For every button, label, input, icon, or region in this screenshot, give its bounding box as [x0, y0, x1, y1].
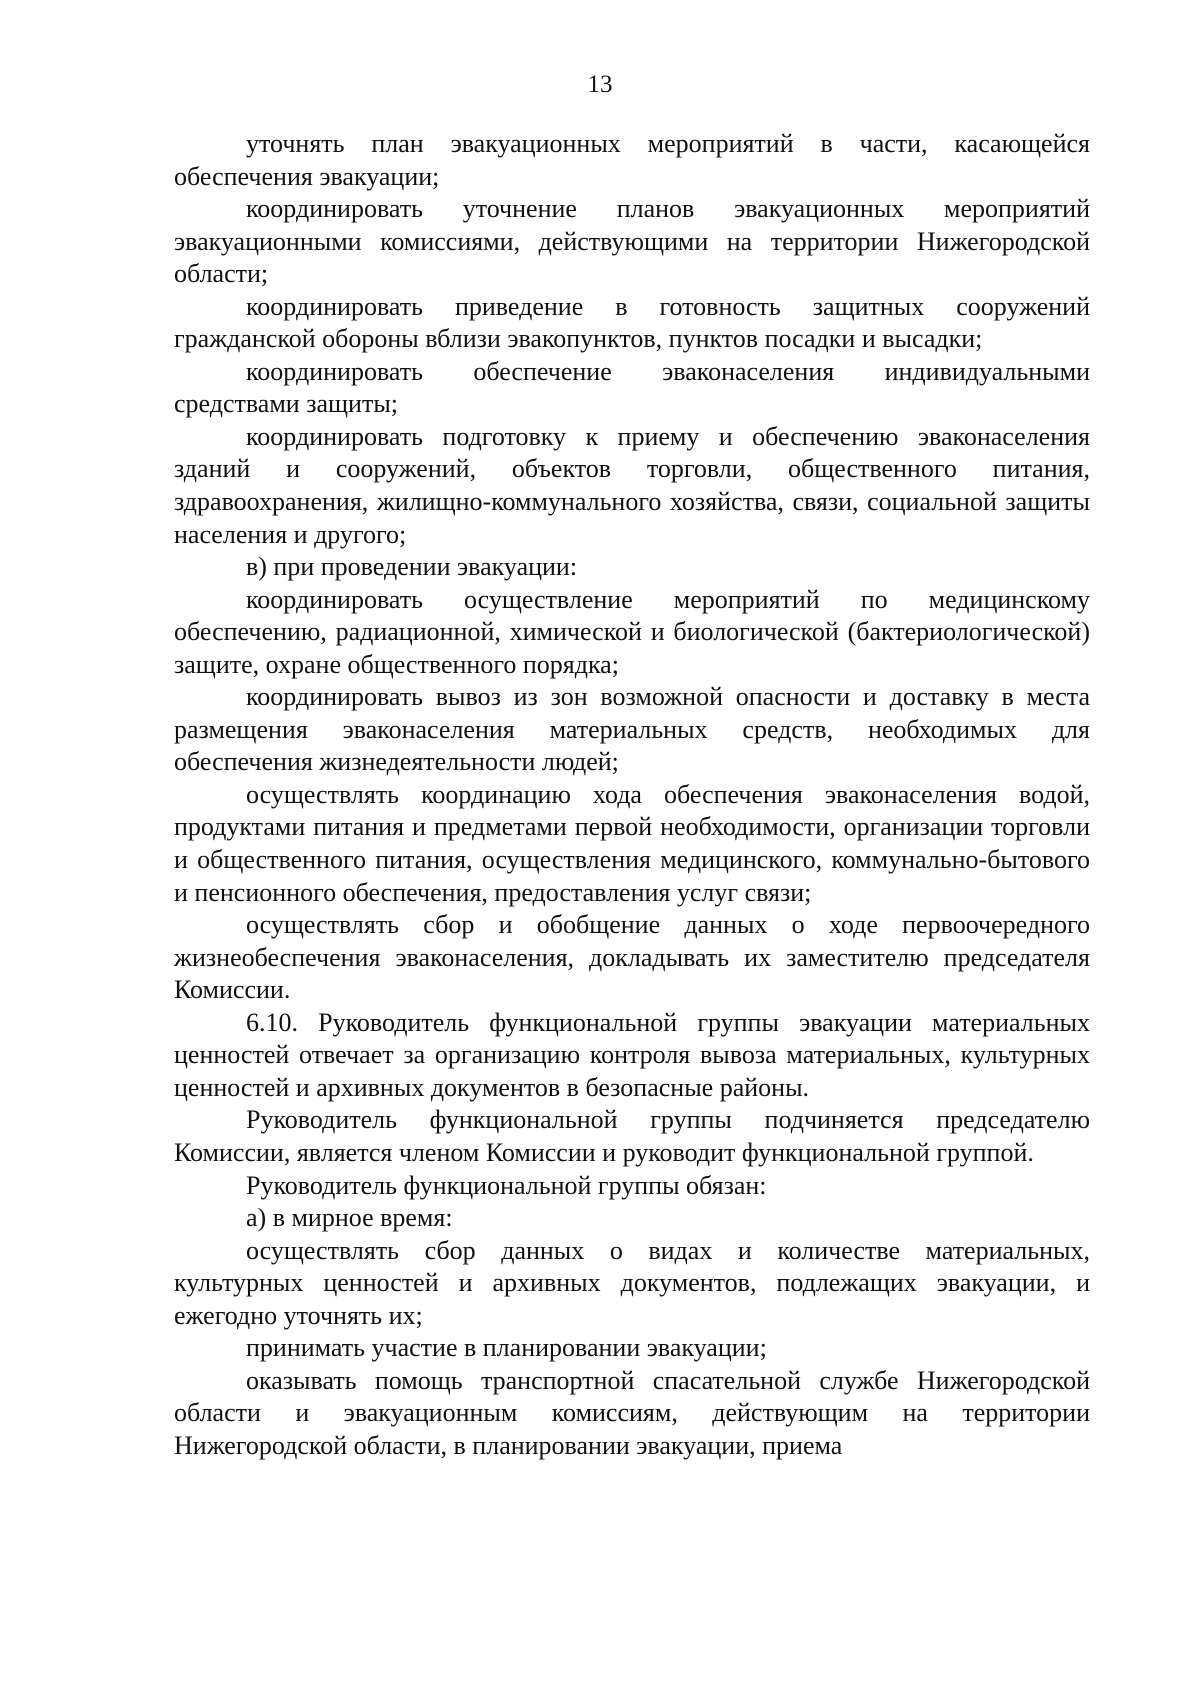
paragraph: координировать подготовку к приему и обеспечению эваконаселения зданий и сооружений, объектов торговли, общественного питания, здравоохранения, жилищно-коммунального хозяйства, связи, социальной защиты населения и другого;: [174, 421, 1090, 549]
paragraph: осуществлять сбор данных о видах и количестве материальных, культурных ценностей и архивных документов, подлежащих эвакуации, и ежегодно уточнять их;: [174, 1235, 1090, 1330]
paragraph: а) в мирное время:: [246, 1203, 453, 1233]
paragraph: Руководитель функциональной группы подчиняется председателю Комиссии, является членом Комиссии и руководит функциональной группой.: [174, 1105, 1090, 1167]
paragraph: координировать приведение в готовность защитных сооружений гражданской обороны вблизи эвакопунктов, пунктов посадки и высадки;: [174, 291, 1090, 354]
paragraph: координировать вывоз из зон возможной опасности и доставку в места размещения эваконаселения материальных средств, необходимых для обеспечения жизнедеятельности людей;: [174, 682, 1090, 777]
document-body: [174, 128, 1090, 1462]
page-number: 13: [587, 71, 613, 98]
paragraph: Руководитель функциональной группы обязан:: [246, 1170, 767, 1200]
paragraph: координировать обеспечение эваконаселения индивидуальными средствами защиты;: [174, 356, 1090, 419]
paragraph: уточнять план эвакуационных мероприятий в части, касающейся обеспечения эвакуации;: [174, 129, 1090, 191]
paragraph: 6.10. Руководитель функциональной группы эвакуации материальных ценностей отвечает за организацию контроля вывоза материальных, культурных ценностей и архивных документов в безопасные районы.: [174, 1007, 1090, 1102]
paragraph: координировать осуществление мероприятий по медицинскому обеспечению, радиационной, химической и биологической (бактериологической) защите, охране общественного порядка;: [174, 584, 1090, 679]
paragraph: осуществлять координацию хода обеспечения эваконаселения водой, продуктами питания и предметами первой необходимости, организации торговли и общественного питания, осуществления медицинского, коммунально-бытового и пенсионного обеспечения, предоставления услуг связи;: [174, 779, 1090, 907]
paragraph: в) при проведении эвакуации:: [246, 552, 578, 582]
paragraph: оказывать помощь транспортной спасательной службе Нижегородской области и эвакуационным комиссиям, действующим на территории Нижегородской области, в планировании эвакуации, приема: [174, 1365, 1090, 1460]
paragraph: осуществлять сбор и обобщение данных о ходе первоочередного жизнеобеспечения эваконаселения, докладывать их заместителю председателя Комиссии.: [174, 910, 1090, 1005]
paragraph: координировать уточнение планов эвакуационных мероприятий эвакуационными комиссиями, действующими на территории Нижегородской области;: [174, 194, 1090, 289]
paragraph: принимать участие в планировании эвакуации;: [246, 1333, 767, 1363]
